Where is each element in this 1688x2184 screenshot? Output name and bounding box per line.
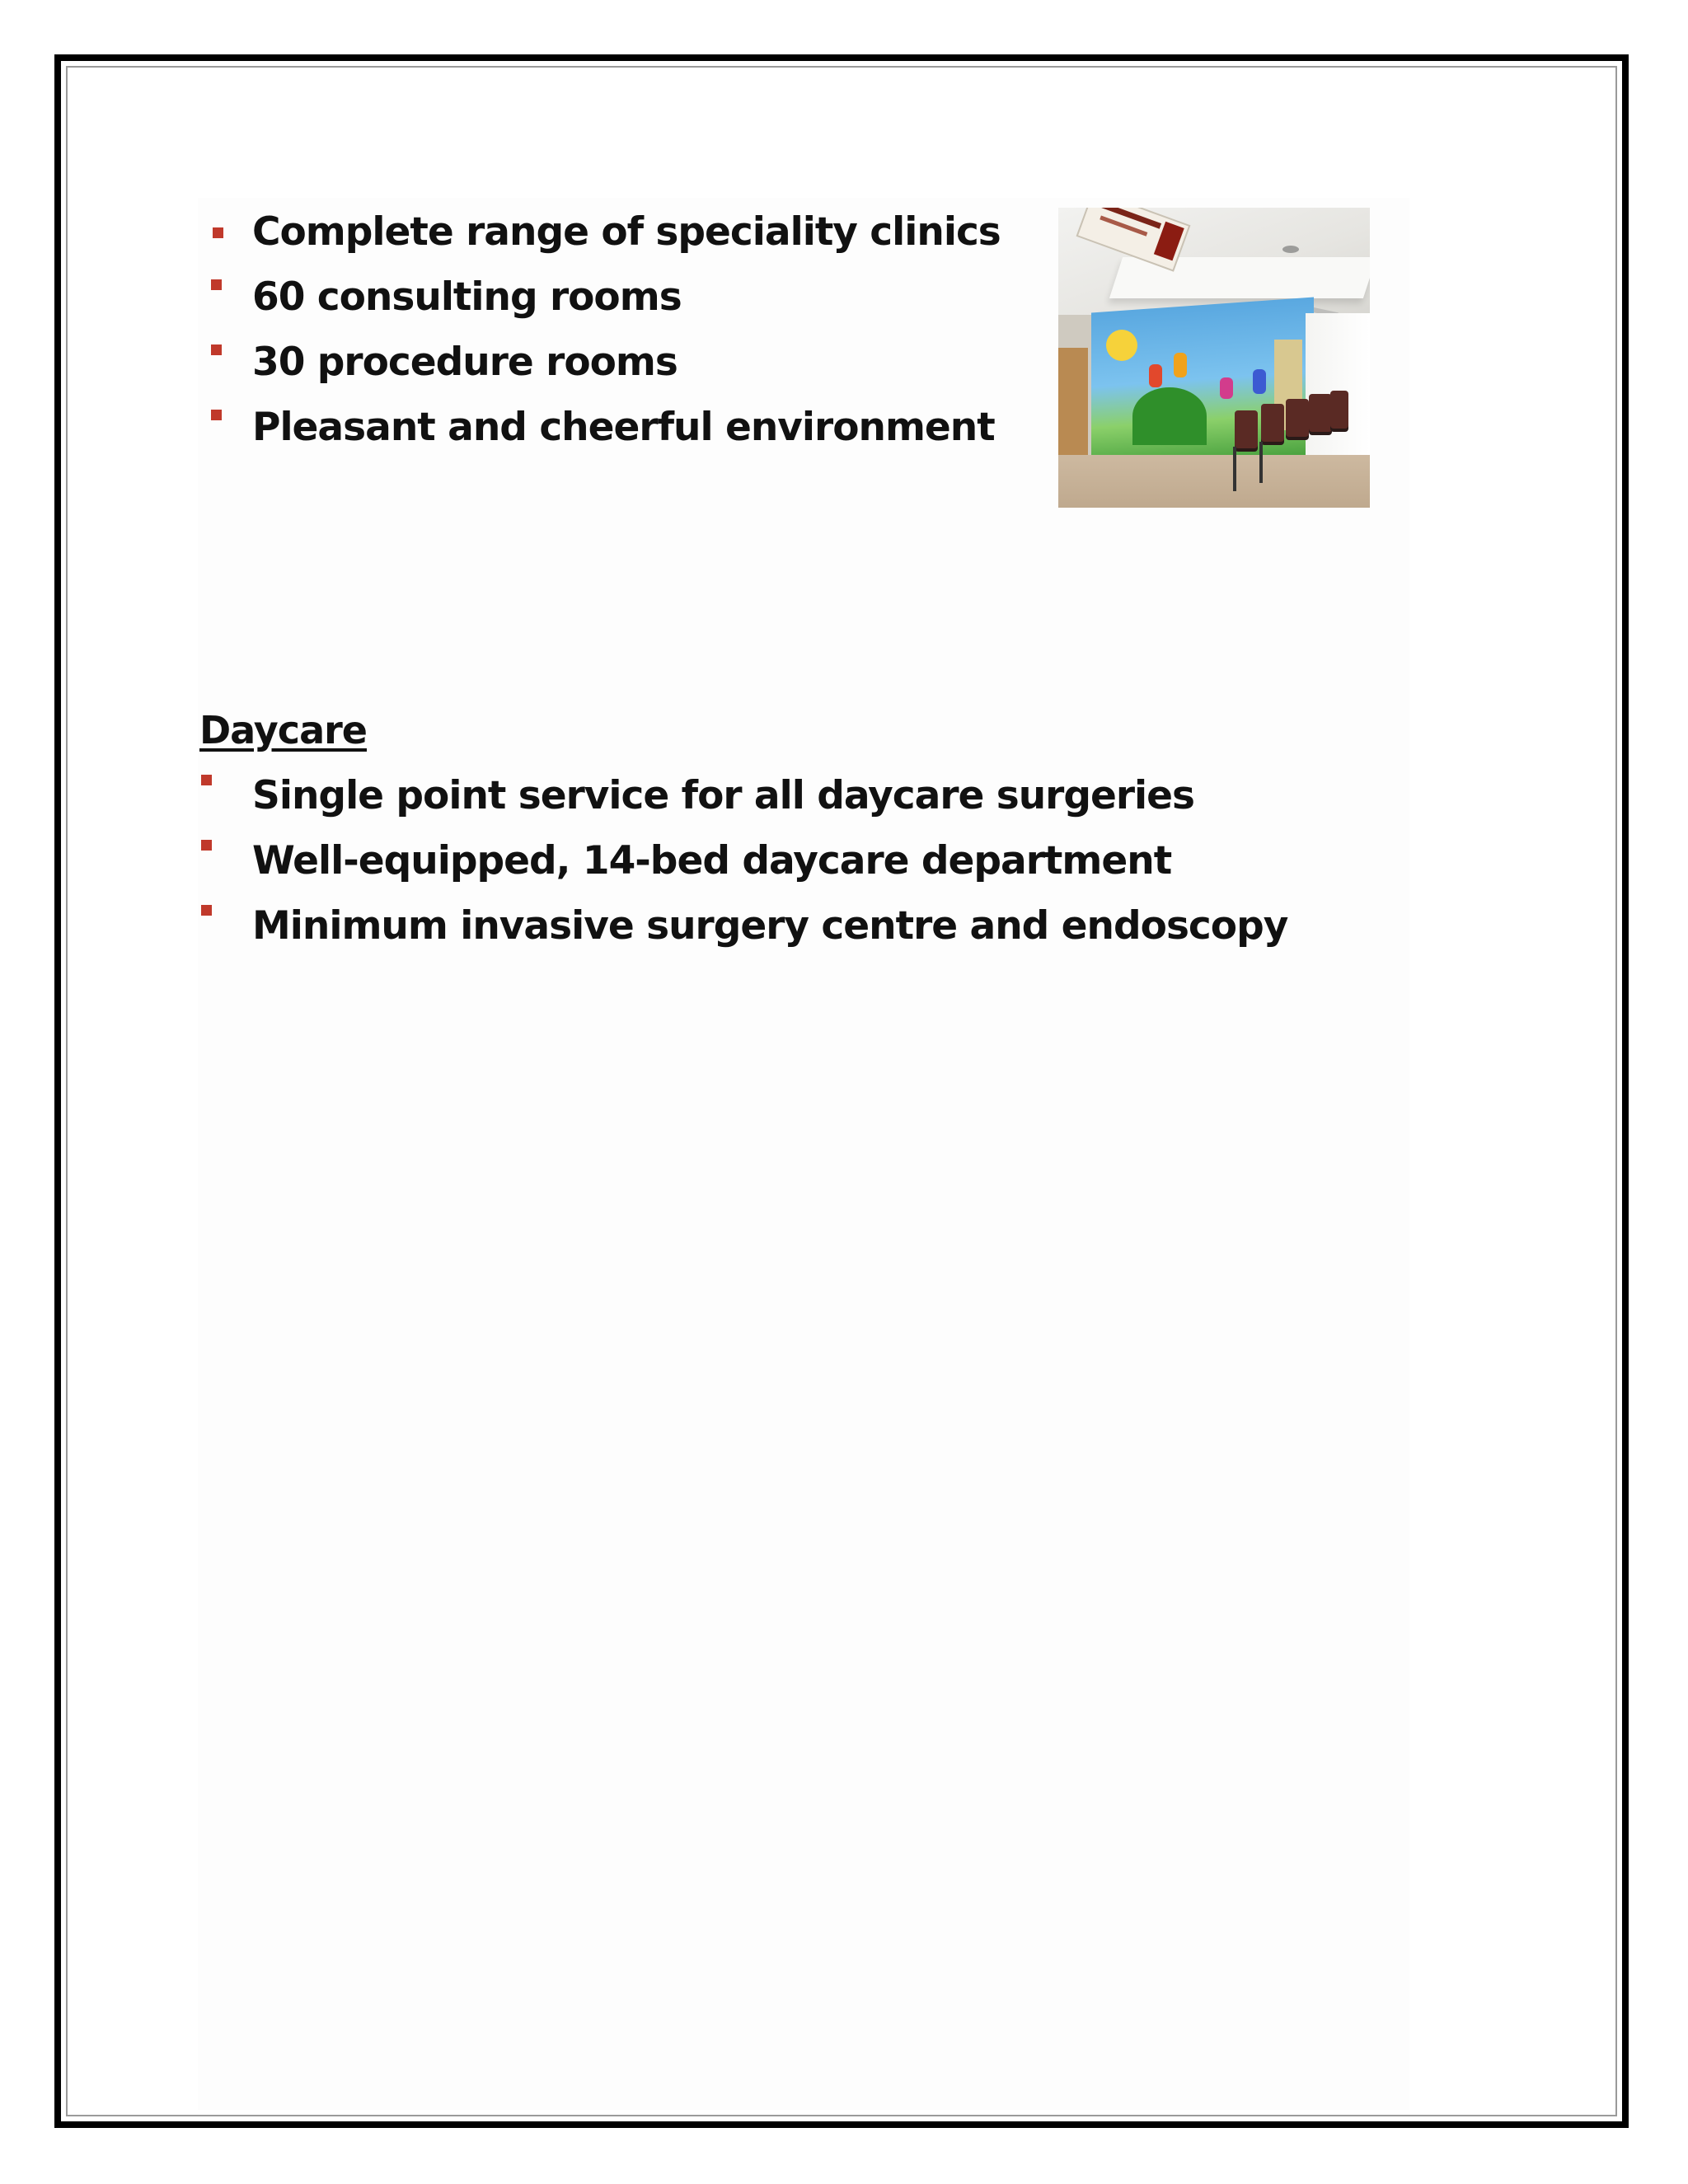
list-item (201, 273, 1001, 338)
square-bullet-icon (213, 227, 223, 238)
chair-frame (1259, 442, 1263, 483)
mural-sun (1106, 330, 1137, 361)
mural-hill (1132, 387, 1207, 445)
waiting-chair (1261, 404, 1284, 442)
list-item (201, 837, 1287, 902)
mural-figure (1174, 353, 1187, 377)
ceiling-light-icon (1282, 246, 1299, 253)
list-item (201, 902, 1287, 967)
daycare-heading: Daycare (199, 708, 367, 752)
photo-floor (1058, 455, 1370, 508)
square-bullet-icon (211, 344, 222, 355)
list-item (201, 208, 1001, 273)
clinics-list (201, 208, 1001, 468)
list-item (201, 403, 1001, 468)
square-bullet-icon (201, 905, 212, 916)
square-bullet-icon (201, 840, 212, 851)
list-item-text: Well-equipped, 14-bed daycare department (252, 838, 1172, 883)
daycare-list (201, 771, 1287, 967)
waiting-chair (1330, 391, 1348, 429)
list-item-text: 60 consulting rooms (252, 274, 682, 320)
chair-frame (1233, 447, 1236, 491)
list-item (201, 771, 1287, 837)
list-item-text: 30 procedure rooms (252, 340, 678, 385)
list-item-text: Single point service for all daycare surgeries (252, 773, 1195, 818)
square-bullet-icon (201, 775, 212, 785)
list-item-text: Minimum invasive surgery centre and endoscopy (252, 903, 1288, 949)
mural-figure (1149, 364, 1162, 387)
list-item-text: Pleasant and cheerful environment (252, 405, 995, 450)
mural-figure (1220, 377, 1233, 399)
list-item-text: Complete range of speciality clinics (252, 209, 1001, 255)
waiting-chair (1286, 399, 1309, 437)
waiting-chair (1309, 394, 1332, 432)
square-bullet-icon (211, 410, 222, 420)
mural-figure (1253, 369, 1266, 394)
square-bullet-icon (211, 279, 222, 290)
photo-ceiling-step (1109, 257, 1370, 298)
paediatrics-waiting-area-photo (1058, 208, 1370, 508)
waiting-chair (1235, 410, 1258, 448)
list-item (201, 338, 1001, 403)
